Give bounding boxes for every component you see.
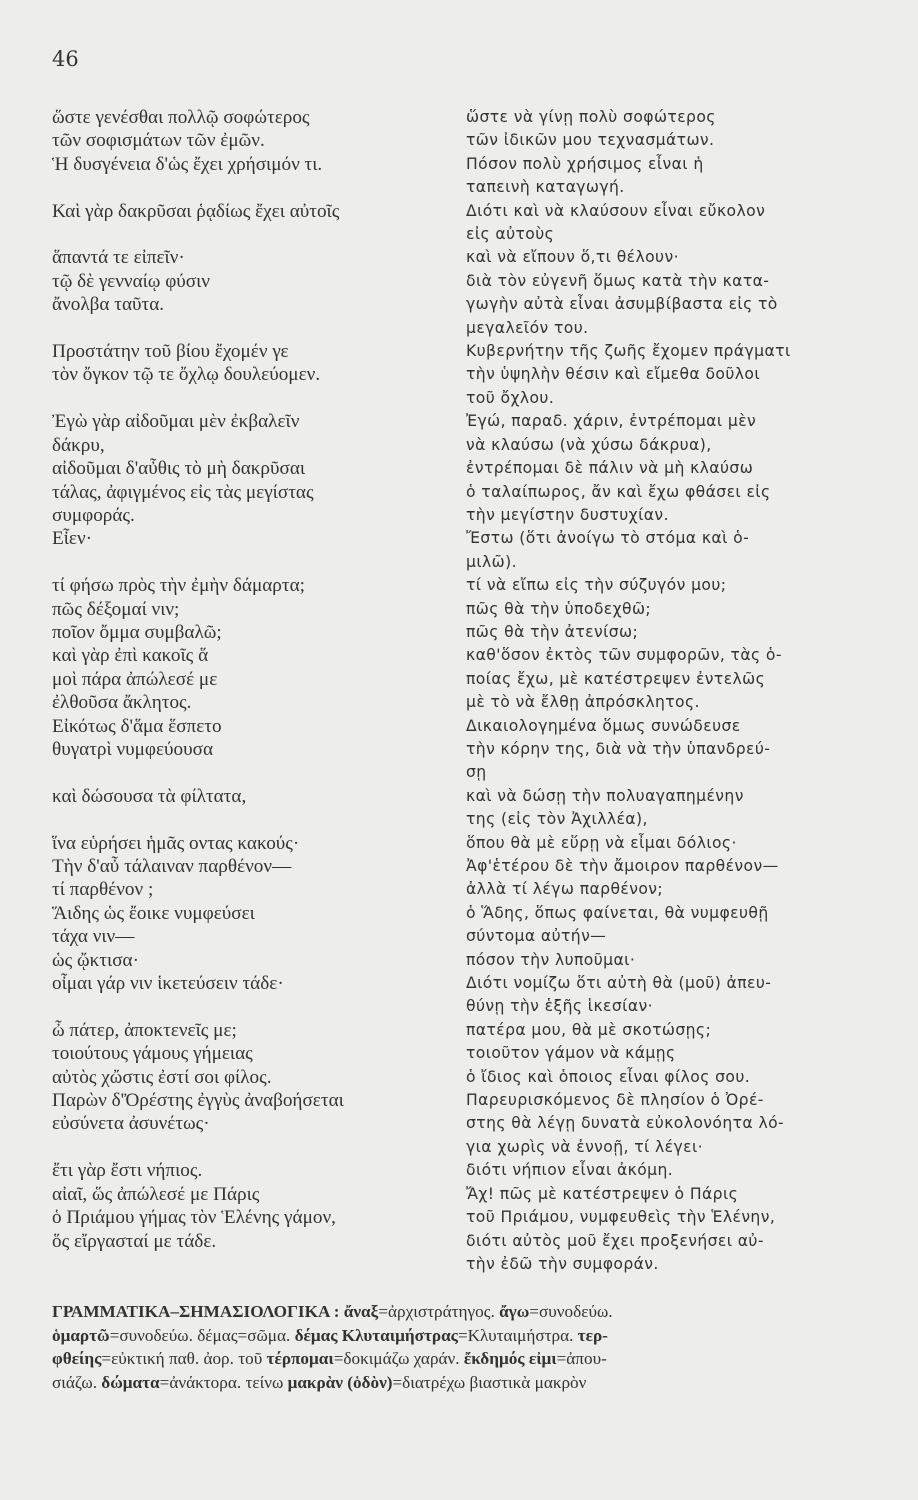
glossary-term: ἔκδημός εἰμι [463,1349,557,1368]
glossary-term: ΓΡΑΜΜΑΤΙΚΑ–ΣΗΜΑΣΙΟΛΟΓΙΚΑ : [52,1302,344,1321]
glossary-definition: =ἀνάκτορα. τείνω [159,1372,288,1392]
translation-line: Κυβερνήτην τῆς ζωῆς ἔχομεν πράγματι [466,342,791,361]
verse-line: αὐτὸς χὤστις ἐστί σοι φίλος. [52,1066,272,1088]
translation-line: Διότι νομίζω ὅτι αὐτὴ θὰ (μοῦ) ἀπευ- [466,974,772,993]
verse-line: αἰαῖ, ὥς ἀπώλεσέ με Πάρις [52,1183,260,1205]
translation-line: ὁ ἴδιος καὶ ὁποιος εἶναι φίλος σου. [466,1067,751,1086]
modern-greek-translation [466,668,896,691]
translation-line: ὁ Ἅδης, ὅπως φαίνεται, θὰ νυμφευθῇ [466,903,769,922]
glossary-term: μακρὰν (ὁδὸν) [287,1372,393,1392]
modern-greek-translation [466,481,896,504]
glossary-term: φθείης [52,1349,102,1368]
glossary-definition: =ἀπου- [556,1349,607,1368]
translation-line: θύνῃ τὴν ἑξῆς ἱκεσίαν· [466,997,653,1016]
modern-greek-translation [466,1066,896,1089]
translation-line: ἐντρέπομαι δὲ πάλιν νὰ μὴ κλαύσω [466,459,754,478]
translation-line: γωγὴν αὐτὰ εἶναι ἀσυμβίβαστα εἰς τὸ [466,295,778,314]
modern-greek-translation [466,504,896,527]
translation-line: Διότι καὶ νὰ κλαύσουν εἶναι εὔκολον [466,201,766,220]
verse-line: καὶ γὰρ ἐπὶ κακοῖς ἅ [52,645,209,667]
ancient-greek-verse [52,106,466,129]
ancient-greek-verse [52,270,466,293]
modern-greek-translation [466,878,896,901]
text-row [52,785,898,832]
modern-greek-translation [466,738,896,785]
ancient-greek-verse [52,925,466,948]
text-row [52,1112,898,1159]
modern-greek-translation [466,1112,896,1159]
translation-line: ἀλλὰ τί λέγω παρθένον; [466,880,664,899]
ancient-greek-verse [52,1183,466,1206]
verse-line: Ἅιδης ὡς ἔοικε νυμφεύσει [52,902,255,924]
translation-line: τοιοῦτον γάμον νὰ κάμῃς [466,1044,676,1063]
ancient-greek-verse [52,1112,466,1159]
verse-line: ἐλθοῦσα ἄκλητος. [52,692,192,714]
translation-line: Ἄχ! πῶς μὲ κατέστρεψεν ὁ Πάρις [466,1184,739,1203]
verse-line: Τὴν δ'αὖ τάλαιναν παρθένον— [52,856,292,877]
verse-line: καὶ δώσουσα τὰ φίλτατα, [52,785,247,807]
ancient-greek-verse [52,340,466,363]
translation-line: καθ'ὅσον ἐκτὸς τῶν συμφορῶν, τὰς ὁ- [466,646,782,665]
verse-line: ὁ Πριάμου γήμας τὸν Ἑλένης γάμον, [52,1207,336,1229]
translation-line: τῶν ἰδικῶν μου τεχνασμάτων. [466,131,715,150]
text-row [52,902,898,925]
ancient-greek-verse [52,246,466,269]
verse-line: ἵνα εὑρήσει ἡμᾶς οντας κακούς· [52,832,300,854]
ancient-greek-verse [52,1042,466,1065]
ancient-greek-verse [52,738,466,785]
verse-line: τί φήσω πρὸς τὴν ἐμὴν δάμαρτα; [52,575,305,597]
text-row [52,1159,898,1182]
modern-greek-translation [466,1089,896,1112]
glossary-definition: =εὐκτική παθ. ἀορ. τοῦ [101,1349,267,1368]
glossary-definition: =δοκιμάζω χαράν. [333,1349,464,1368]
text-row [52,691,898,714]
text-row [52,481,898,504]
ancient-greek-verse [52,410,466,457]
translation-line: για χωρὶς νὰ ἐννοῇ, τί λέγει· [466,1137,703,1156]
translation-line: μὲ τὸ νὰ ἔλθῃ ἀπρόσκλητος. [466,693,700,712]
modern-greek-translation [466,129,896,152]
text-row [52,621,898,644]
text-row [52,738,898,785]
text-row [52,270,898,293]
translation-line: διότι νήπιον εἶναι ἀκόμη. [466,1161,674,1180]
glossary-term: τέρπομαι [266,1349,334,1368]
verse-line: πῶς δέξομαί νιν; [52,598,180,620]
verse-line: τοιούτους γάμους γήμειας [52,1043,253,1065]
glossary-term: ἄγω [499,1302,530,1321]
verse-line: ἄνολβα ταῦτα. [52,294,165,316]
translation-line: νὰ κλαύσω (νὰ χύσω δάκρυα), [466,435,712,454]
ancient-greek-verse [52,1230,466,1277]
modern-greek-translation [466,200,896,247]
ancient-greek-verse [52,878,466,901]
translation-line: ὁ ταλαίπωρος, ἄν καὶ ἔχω φθάσει εἰς [466,482,771,501]
modern-greek-translation [466,621,896,644]
verse-line: αἰδοῦμαι δ'αὖθις τὸ μὴ δακρῦσαι [52,458,306,480]
glossary-definition: σιάζω. [52,1372,102,1392]
text-row [52,598,898,621]
text-row [52,715,898,738]
modern-greek-translation [466,691,896,714]
ancient-greek-verse [52,902,466,925]
translation-line: τὴν ὑψηλὴν θέσιν καὶ εἴμεθα δοῦλοι [466,365,760,384]
verse-line: τάλας, ἀφιγμένος εἰς τὰς μεγίστας [52,481,314,503]
ancient-greek-verse [52,855,466,878]
text-row [52,1042,898,1065]
glossary-definition: =ἀρχιστράτηγος. [378,1302,500,1321]
translation-line: πατέρα μου, θὰ μὲ σκοτώσῃς; [466,1020,712,1039]
ancient-greek-verse [52,457,466,480]
translation-line: τοῦ ὄχλου. [466,388,555,407]
text-row [52,246,898,269]
ancient-greek-verse [52,1019,466,1042]
translation-line: τοῦ Πριάμου, νυμφευθεὶς τὴν Ἑλένην, [466,1208,776,1227]
modern-greek-translation [466,715,896,738]
text-row [52,1230,898,1277]
verse-line: Παρὼν δ'Ὀρέστης ἐγγὺς ἀναβοήσεται [52,1090,344,1112]
glossary-definition: =συνοδεύω. [529,1302,613,1321]
modern-greek-translation [466,598,896,621]
ancient-greek-verse [52,1089,466,1112]
translation-line: εἰς αὐτοὺς [466,225,555,244]
verse-line: οἶμαι γάρ νιν ἱκετεύσειν τάδε· [52,973,284,995]
translation-line: σῃ [466,763,487,782]
verse-line: ἅπαντά τε εἰπεῖν· [52,247,185,269]
ancient-greek-verse [52,621,466,644]
modern-greek-translation [466,1159,896,1182]
verse-line: Ἡ δυσγένεια δ'ὡς ἔχει χρήσιμόν τι. [52,153,323,175]
ancient-greek-verse [52,153,466,200]
modern-greek-translation [466,574,896,597]
modern-greek-translation [466,1230,896,1277]
modern-greek-translation [466,949,896,972]
verse-line: Προστάτην τοῦ βίου ἔχομέν γε [52,341,289,363]
text-row [52,504,898,527]
modern-greek-translation [466,832,896,855]
ancient-greek-verse [52,527,466,574]
text-row [52,200,898,247]
ancient-greek-verse [52,363,466,410]
translation-line: Πόσον πολὺ χρήσιμος εἶναι ἡ [466,154,704,173]
ancient-greek-verse [52,200,466,247]
translation-line: της (εἰς τὸν Ἀχιλλέα), [466,810,648,829]
translation-line: Ἀφ'ἑτέρου δὲ τὴν ἄμοιρον παρθένον— [466,857,779,875]
text-row [52,925,898,948]
translation-line: καὶ νὰ δώσῃ τὴν πολυαγαπημένην [466,786,744,805]
text-row [52,1206,898,1229]
translation-line: Ἔστω (ὅτι ἀνοίγω τὸ στόμα καὶ ὁ- [466,529,750,548]
verse-line: δάκρυ, [52,434,105,456]
text-row [52,949,898,972]
text-row [52,1019,898,1042]
modern-greek-translation [466,340,896,363]
translation-line: ὥστε νὰ γίνῃ πολὺ σοφώτερος [466,108,716,126]
translation-line: πῶς θὰ τὴν ἀτενίσω; [466,622,639,641]
text-row [52,1089,898,1112]
text-row [52,855,898,878]
translation-line: ποίας ἔχω, μὲ κατέστρεψεν ἐντελῶς [466,669,766,688]
modern-greek-translation [466,1042,896,1065]
glossary-term: δώματα [101,1372,160,1392]
translation-line: τὴν ἐδῶ τὴν συμφοράν. [466,1254,659,1273]
ancient-greek-verse [52,129,466,152]
modern-greek-translation [466,902,896,925]
translation-line: τί νὰ εἴπω εἰς τὴν σύζυγόν μου; [466,576,727,595]
glossary-definition: =Κλυταιμήστρα. [457,1325,578,1345]
glossary [52,1300,898,1394]
translation-line: σύντομα αὐτήν— [466,927,607,946]
text-row [52,410,898,457]
modern-greek-translation [466,153,896,200]
verse-line: ὅς εἴργασταί με τάδε. [52,1230,217,1252]
translation-line: ὅπου θὰ μὲ εὕρῃ νὰ εἶμαι δόλιος· [466,833,737,852]
ancient-greek-verse [52,1159,466,1182]
text-row [52,293,898,340]
verse-line: τάχα νιν— [52,926,135,948]
modern-greek-translation [466,410,896,457]
verse-line: ὡς ᾤκτισα· [52,949,139,971]
glossary-term: ἄναξ [343,1302,379,1321]
modern-greek-translation [466,270,896,293]
ancient-greek-verse [52,785,466,832]
translation-line: πόσον τὴν λυποῦμαι· [466,950,636,969]
ancient-greek-verse [52,832,466,855]
text-row [52,340,898,363]
glossary-line [52,1347,898,1371]
verse-line: τῷ δὲ γενναίῳ φύσιν [52,270,210,292]
translation-line: μεγαλεῖόν του. [466,318,589,337]
text-row [52,153,898,200]
text-row [52,574,898,597]
glossary-term: δέμας Κλυταιμήστρας [294,1325,458,1345]
ancient-greek-verse [52,668,466,691]
glossary-term: τερ- [577,1325,608,1345]
modern-greek-translation [466,1206,896,1229]
text-row [52,668,898,691]
modern-greek-translation [466,1019,896,1042]
page-number: 46 [52,47,79,71]
text-row [52,1183,898,1206]
text-row [52,457,898,480]
translation-line: τὴν μεγίστην δυστυχίαν. [466,505,669,524]
glossary-line [52,1324,898,1348]
text-row [52,972,898,1019]
verse-line: τῶν σοφισμάτων τῶν ἐμῶν. [52,130,265,152]
ancient-greek-verse [52,715,466,738]
translation-line: πῶς θὰ τὴν ὑποδεχθῶ; [466,599,652,618]
ancient-greek-verse [52,644,466,667]
translation-line: τὴν κόρην της, διὰ νὰ τὴν ὑπανδρεύ- [466,739,771,758]
verse-line: Ἐγὼ γὰρ αἰδοῦμαι μὲν ἐκβαλεῖν [52,411,300,433]
bilingual-text [52,106,898,1276]
glossary-term: ὁμαρτῶ [52,1325,110,1345]
modern-greek-translation [466,925,896,948]
verse-line: θυγατρὶ νυμφεύουσα [52,738,214,760]
text-row [52,644,898,667]
ancient-greek-verse [52,1066,466,1089]
verse-line: εὐσύνετα ἀσυνέτως· [52,1113,210,1135]
text-row [52,878,898,901]
translation-line: Δικαιολογημένα ὅμως συνώδευσε [466,716,741,735]
ancient-greek-verse [52,574,466,597]
ancient-greek-verse [52,1206,466,1229]
verse-line: Εἰκότως δ'ἅμα ἕσπετο [52,715,222,737]
verse-line: τί παρθένον ; [52,879,154,901]
verse-line: τὸν ὄγκον τῷ τε ὄχλῳ δουλεύομεν. [52,364,321,386]
translation-line: Ἐγώ, παραδ. χάριν, ἐντρέπομαι μὲν [466,412,757,431]
modern-greek-translation [466,457,896,480]
translation-line: στης θὰ λέγῃ δυνατὰ εὐκολονόητα λό- [466,1114,785,1133]
translation-line: διὰ τὸν εὐγενῆ ὅμως κατὰ τὴν κατα- [466,271,770,290]
text-row [52,363,898,410]
modern-greek-translation [466,1183,896,1206]
translation-line: μιλῶ). [466,552,517,571]
glossary-line [52,1300,898,1324]
text-row [52,129,898,152]
ancient-greek-verse [52,504,466,527]
translation-line: καὶ νὰ εἴπουν ὅ,τι θέλουν· [466,248,679,267]
verse-line: ἔτι γὰρ ἔστι νήπιος. [52,1160,203,1182]
modern-greek-translation [466,855,896,878]
ancient-greek-verse [52,949,466,972]
verse-line: Καὶ γὰρ δακρῦσαι ῥᾳδίως ἔχει αὐτοῖς [52,200,340,222]
modern-greek-translation [466,246,896,269]
ancient-greek-verse [52,598,466,621]
verse-line: συμφοράς. [52,504,135,526]
verse-line: Εἶεν· [52,528,93,550]
modern-greek-translation [466,106,896,129]
ancient-greek-verse [52,972,466,1019]
verse-line: μοὶ πάρα ἀπώλεσέ με [52,668,218,690]
ancient-greek-verse [52,691,466,714]
glossary-definition: =συνοδεύω. δέμας=σῶμα. [109,1325,295,1345]
glossary-definition: =διατρέχω βιαστικὰ μακρὸν [392,1372,587,1392]
text-row [52,106,898,129]
verse-line: ὦ πάτερ, ἀποκτενεῖς με; [52,1019,237,1041]
translation-line: Παρευρισκόμενος δὲ πλησίον ὁ Ὀρέ- [466,1091,764,1110]
modern-greek-translation [466,293,896,340]
verse-line: ὥστε γενέσθαι πολλῷ σοφώτερος [52,107,310,128]
modern-greek-translation [466,644,896,667]
modern-greek-translation [466,785,896,832]
text-row [52,832,898,855]
modern-greek-translation [466,972,896,1019]
modern-greek-translation [466,363,896,410]
text-row [52,527,898,574]
ancient-greek-verse [52,481,466,504]
translation-line: ταπεινὴ καταγωγή. [466,178,625,197]
verse-line: ποῖον ὄμμα συμβαλῶ; [52,621,222,643]
text-row [52,1066,898,1089]
glossary-line [52,1371,898,1395]
modern-greek-translation [466,527,896,574]
translation-line: διότι αὐτὸς μοῦ ἔχει προξενήσει αὐ- [466,1231,764,1250]
ancient-greek-verse [52,293,466,340]
